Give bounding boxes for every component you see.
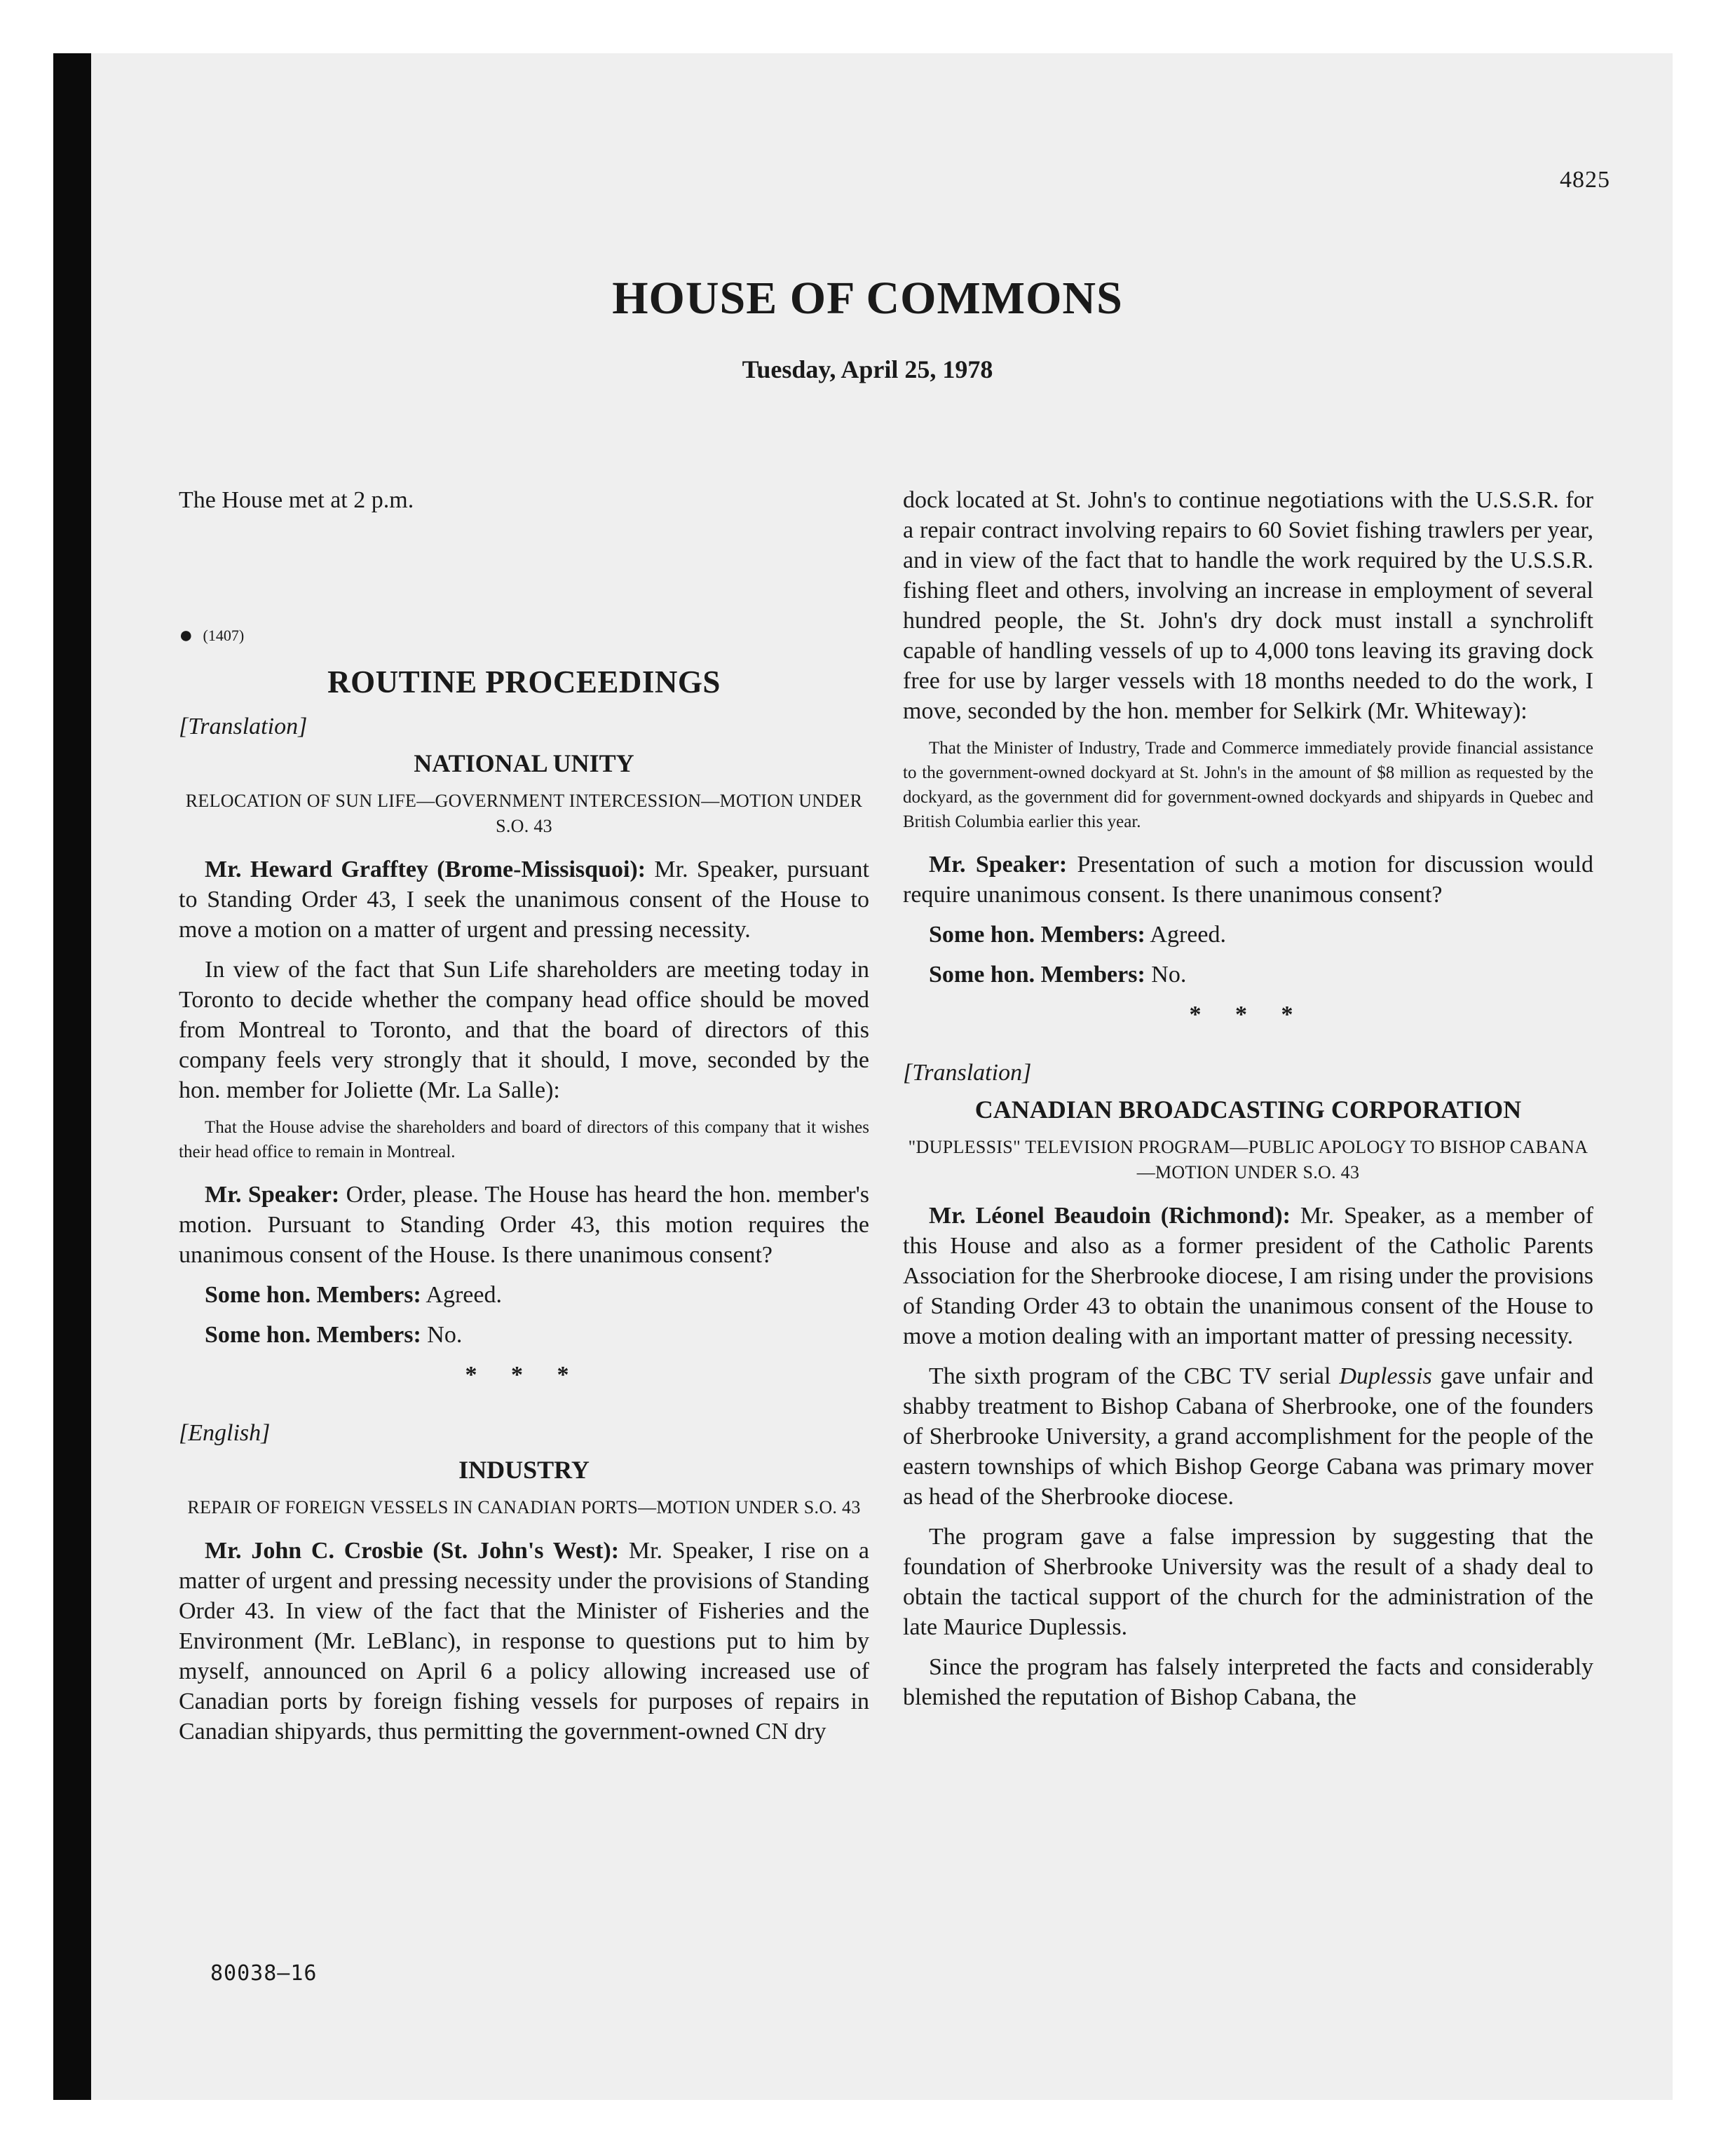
topic-subheading-cbc: "DUPLESSIS" TELEVISION PROGRAM—PUBLIC APOLOGY TO BISHOP CABANA—MOTION UNDER S.O. 43	[908, 1137, 1588, 1182]
speaker-name: Mr. Heward Grafftey (Brome-Missisquoi):	[205, 857, 646, 882]
time-marker	[179, 620, 869, 650]
members-response: Some hon. Members: Agreed.	[929, 922, 1226, 948]
language-tag: [Translation]	[903, 1060, 1032, 1086]
speech-paragraph: In view of the fact that Sun Life shareholders are meeting today in Toronto to decide whether the company head office should be moved from Montreal to Toronto, and that the board of directors of this company feels very strongly that it should, I move, seconded by the hon. member for Joliette (Mr. La Salle):	[179, 957, 869, 1103]
language-tag: [English]	[179, 1420, 271, 1446]
left-column	[179, 485, 869, 1747]
speech-paragraph: Mr. Speaker: Order, please. The House has heard the hon. member's motion. Pursuant to Standing Order 43, this motion requires the unanimous consent of the House. Is there unanimous consent?	[179, 1182, 869, 1268]
speech-paragraph: Mr. Heward Grafftey (Brome-Missisquoi): Mr. Speaker, pursuant to Standing Order 43, I seek the unanimous consent of the House to move a motion on a matter of urgent and pressing necessity.	[179, 857, 869, 943]
topic-subheading-unity: RELOCATION OF SUN LIFE—GOVERNMENT INTERCESSION—MOTION UNDER S.O. 43	[185, 791, 863, 836]
page-number: 4825	[1560, 167, 1610, 193]
topic-heading-industry: INDUSTRY	[458, 1456, 590, 1484]
speech-paragraph: The program gave a false impression by suggesting that the foundation of Sherbrooke University was the result of a shady deal to obtain the tactical support of the church for the administration of the late Maurice Duplessis.	[903, 1524, 1593, 1640]
speech-paragraph: The sixth program of the CBC TV serial Duplessis gave unfair and shabby treatment to Bishop Cabana of Sherbrooke, one of the founders of Sherbrooke University, a grand accomplishment for the people of the eastern townships of which Bishop George Cabana was primary mover as head of the Sherbrooke diocese.	[903, 1363, 1593, 1510]
page-title: HOUSE OF COMMONS	[612, 273, 1123, 324]
print-code: 80038—16	[210, 1961, 318, 1986]
sitting-date: Tuesday, April 25, 1978	[742, 355, 993, 383]
speaker-name: Mr. Speaker:	[205, 1182, 340, 1208]
motion-text: That the House advise the shareholders and board of directors of this company that it wishes their head office to remain in Montreal.	[179, 1118, 869, 1161]
speech-paragraph: Mr. Léonel Beaudoin (Richmond): Mr. Speaker, as a member of this House and also as a former president of the Catholic Parents Association for the Sherbrooke diocese, I am rising under the provisions of Standing Order 43 to obtain the unanimous consent of the House to move a motion dealing with an important matter of pressing necessity.	[903, 1203, 1594, 1349]
members-response: Some hon. Members: No.	[929, 962, 1187, 988]
bullet-icon: ●	[179, 622, 193, 648]
section-divider: * * *	[465, 1362, 583, 1388]
speaker-name: Mr. John C. Crosbie (St. John's West):	[205, 1538, 620, 1564]
section-divider: * * *	[1189, 1002, 1307, 1028]
speech-continuation: dock located at St. John's to continue negotiations with the U.S.S.R. for a repair contract involving repairs to 60 Soviet fishing trawlers per year, and in view of the fact that to handle the work required by the U.S.S.R. fishing fleet and others, involving an increase in employment of several hundred people, the St. John's dry dock must install a synchrolift capable of handling vessels of up to 4,000 tons leaving its graving dock free for use by larger vessels with 18 months needed to do the work, I move, seconded by the hon. member for Selkirk (Mr. Whiteway):	[903, 487, 1593, 724]
speech-paragraph: Mr. John C. Crosbie (St. John's West): Mr. Speaker, I rise on a matter of urgent and pressing necessity under the provisions of Standing Order 43. In view of the fact that the Minister of Fisheries and the Environment (Mr. LeBlanc), in response to questions put to him by myself, announced on April 6 a policy allowing increased use of Canadian ports by foreign fishing vessels for purposes of repairs in Canadian shipyards, thus permitting the government-owned CN dry	[179, 1538, 869, 1745]
members-response: Some hon. Members: Agreed.	[205, 1282, 502, 1308]
speaker-name: Mr. Speaker:	[929, 852, 1068, 878]
topic-heading-cbc: CANADIAN BROADCASTING CORPORATION	[974, 1096, 1522, 1124]
speaker-name: Mr. Léonel Beaudoin (Richmond):	[929, 1203, 1291, 1229]
topic-subheading-industry: REPAIR OF FOREIGN VESSELS IN CANADIAN PORTS—MOTION UNDER S.O. 43	[187, 1497, 861, 1517]
language-tag: [Translation]	[179, 714, 308, 739]
timestamp: (1407)	[203, 627, 245, 644]
section-heading-routine: ROUTINE PROCEEDINGS	[327, 664, 721, 700]
right-column	[903, 485, 1593, 1712]
speech-paragraph: Mr. Speaker: Presentation of such a motion for discussion would require unanimous consent. Is there unanimous consent?	[903, 852, 1593, 908]
opening-line: The House met at 2 p.m.	[179, 487, 414, 513]
speech-paragraph: Since the program has falsely interpreted the facts and considerably blemished the reputation of Bishop Cabana, the	[903, 1654, 1593, 1710]
members-response: Some hon. Members: No.	[205, 1322, 463, 1348]
motion-text: That the Minister of Industry, Trade and Commerce immediately provide financial assistance to the government-owned dockyard at St. John's in the amount of $8 million as requested by the dockyard, as the government did for government-owned dockyards and shipyards in Quebec and British Columbia earlier this year.	[903, 739, 1593, 831]
topic-heading-unity: NATIONAL UNITY	[414, 749, 634, 777]
